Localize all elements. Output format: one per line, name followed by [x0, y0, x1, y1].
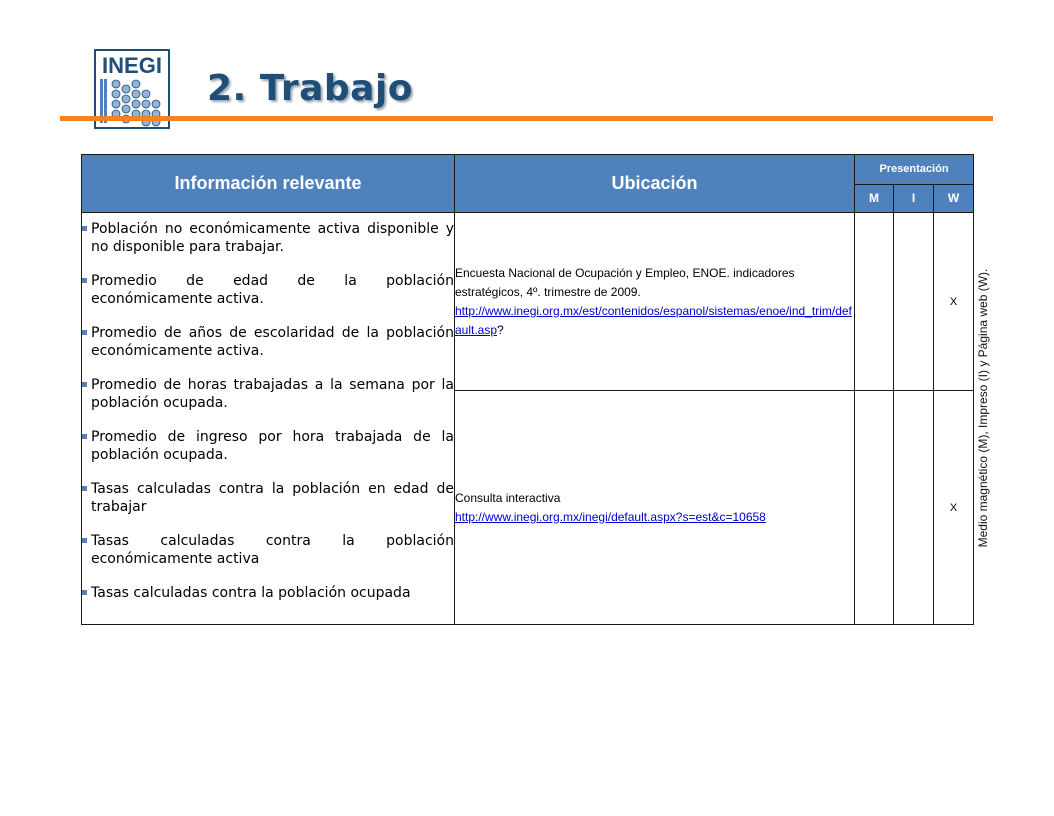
list-item: Tasas calculadas contra la población económicamente activa: [82, 532, 454, 568]
list-item: Promedio de edad de la población económicamente activa.: [82, 272, 454, 308]
mark-i: [894, 213, 934, 391]
column-header-presentacion: Presentación: [855, 155, 974, 185]
column-header-m: M: [855, 184, 894, 213]
consulta-link[interactable]: http://www.inegi.org.mx/inegi/default.aspx?s=est&c=10658: [455, 509, 766, 524]
ubicacion-text: Encuesta Nacional de Ocupación y Empleo, ENOE. indicadores estratégicos, 4º. trimestre de 2009.: [455, 265, 795, 299]
mark-i: [894, 391, 934, 625]
list-item: Población no económicamente activa disponible y no disponible para trabajar.: [82, 220, 454, 256]
ubicacion-cell-enoe: [455, 213, 855, 391]
title-underline: [60, 116, 993, 121]
info-cell: [82, 213, 455, 625]
mark-m: [855, 213, 894, 391]
side-note: Medio magnético (M), Impreso (I) y Página web (W).: [976, 268, 990, 548]
bullet-icon: [82, 538, 87, 543]
bullet-icon: [82, 434, 87, 439]
bullet-icon: [82, 486, 87, 491]
information-table: [81, 154, 974, 625]
mark-w: X: [934, 391, 974, 625]
column-header-info: Información relevante: [82, 155, 455, 213]
column-header-ubicacion: Ubicación: [455, 155, 855, 213]
list-item: Promedio de ingreso por hora trabajada de la población ocupada.: [82, 428, 454, 464]
link-suffix: ?: [497, 322, 504, 337]
info-list: [82, 220, 454, 602]
svg-text:INEGI: INEGI: [102, 53, 162, 78]
bullet-icon: [82, 278, 87, 283]
list-item: Tasas calculadas contra la población ocupada: [82, 584, 454, 602]
list-item: Tasas calculadas contra la población en edad de trabajar: [82, 480, 454, 516]
bullet-icon: [82, 330, 87, 335]
enoe-link[interactable]: http://www.inegi.org.mx/est/contenidos/espanol/sistemas/enoe/ind_trim/default.asp: [455, 303, 852, 337]
list-item: Promedio de años de escolaridad de la población económicamente activa.: [82, 324, 454, 360]
bullet-icon: [82, 590, 87, 595]
page-title: 2. Trabajo: [207, 68, 414, 109]
column-header-w: W: [934, 184, 974, 213]
ubicacion-cell-consulta: [455, 391, 855, 625]
list-item: Promedio de horas trabajadas a la semana por la población ocupada.: [82, 376, 454, 412]
bullet-icon: [82, 382, 87, 387]
mark-m: [855, 391, 894, 625]
bullet-icon: [82, 226, 87, 231]
column-header-i: I: [894, 184, 934, 213]
ubicacion-text: Consulta interactiva: [455, 490, 561, 505]
mark-w: X: [934, 213, 974, 391]
